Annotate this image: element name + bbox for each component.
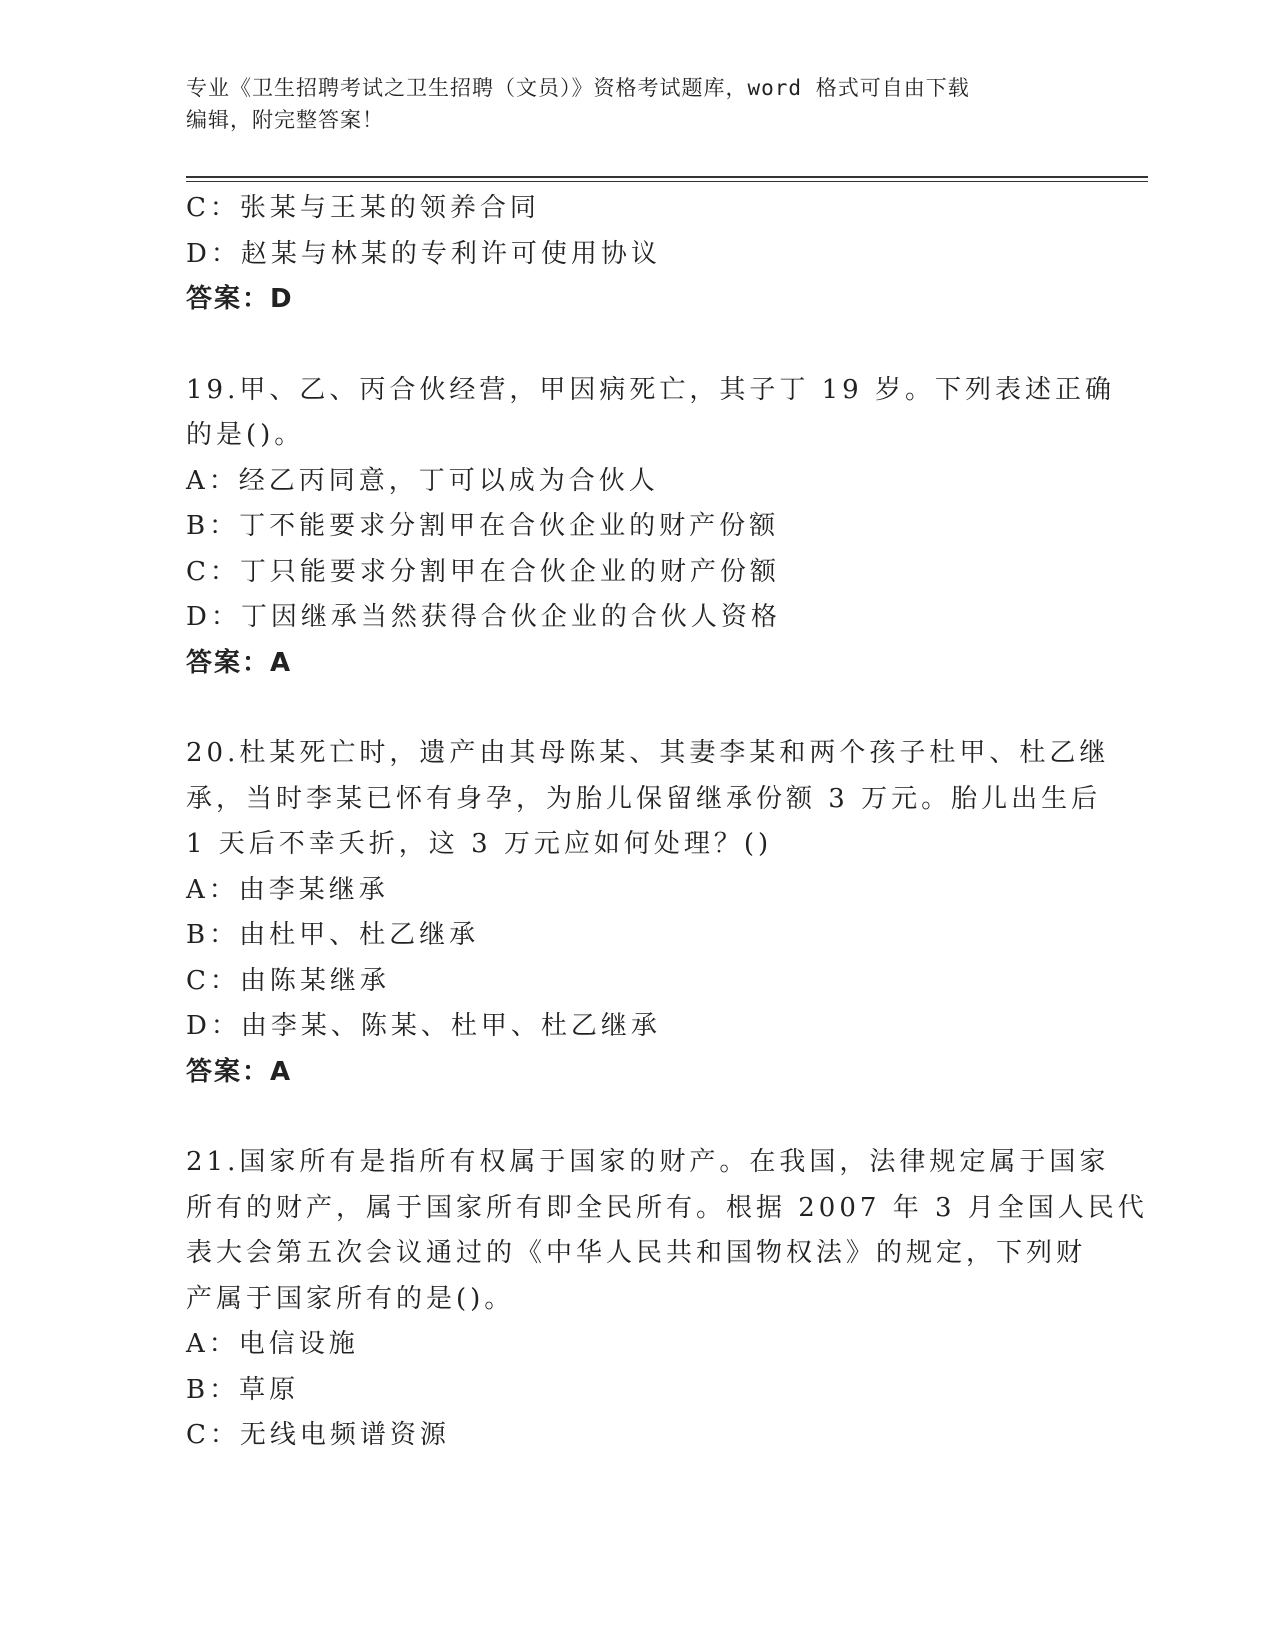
spacer [186, 686, 1066, 731]
document-header [186, 72, 1066, 136]
answer-label: 答案：D [186, 284, 294, 314]
option-c: C：无线电频谱资源 [186, 1420, 450, 1450]
question-21 [186, 1140, 1148, 1459]
option-c: C：由陈某继承 [186, 965, 390, 996]
header-line-1: 专业《卫生招聘考试之卫生招聘（文员）》资格考试题库，word 格式可自由下载 [186, 76, 970, 100]
spacer [186, 323, 1066, 368]
question-text-line: 的是()。 [186, 420, 305, 450]
option-d: D：丁因继承当然获得合伙企业的合伙人资格 [186, 602, 781, 632]
prev-question-block [186, 186, 1066, 323]
option-b: B：草原 [186, 1374, 300, 1405]
question-text-line: 承，当时李某已怀有身孕，为胎儿保留继承份额 3 万元。胎儿出生后 [186, 783, 1102, 814]
answer-label: 答案：A [186, 1056, 293, 1087]
option-d: D：由李某、陈某、杜甲、杜乙继承 [186, 1011, 661, 1041]
question-content [186, 186, 1148, 1459]
question-20 [186, 731, 1110, 1095]
question-text-line: 20.杜某死亡时，遗产由其母陈某、其妻李某和两个孩子杜甲、杜乙继 [186, 738, 1110, 768]
header-rule-thin [186, 181, 1148, 182]
question-text-line: 19.甲、乙、丙合伙经营，甲因病死亡，其子丁 19 岁。下列表述正确 [186, 374, 1115, 405]
answer-label: 答案：A [186, 647, 293, 678]
question-text-line: 表大会第五次会议通过的《中华人民共和国物权法》的规定，下列财 [186, 1238, 1087, 1268]
question-text-line: 1 天后不幸夭折，这 3 万元应如何处理？() [186, 829, 773, 859]
option-b: B：由杜甲、杜乙继承 [186, 920, 480, 950]
option-b: B：丁不能要求分割甲在合伙企业的财产份额 [186, 511, 780, 541]
option-a: A：经乙丙同意，丁可以成为合伙人 [186, 465, 659, 496]
spacer [186, 1095, 1066, 1140]
question-text-line: 产属于国家所有的是()。 [186, 1283, 515, 1314]
option-a: A：由李某继承 [186, 874, 389, 905]
option-c: C：丁只能要求分割甲在合伙企业的财产份额 [186, 556, 780, 587]
header-rule-thick [186, 176, 1148, 178]
question-text-line: 所有的财产，属于国家所有即全民所有。根据 2007 年 3 月全国人民代 [186, 1192, 1148, 1223]
option-c: C：张某与王某的领养合同 [186, 193, 540, 223]
question-19 [186, 368, 1115, 687]
option-d: D：赵某与林某的专利许可使用协议 [186, 238, 661, 269]
question-text-line: 21.国家所有是指所有权属于国家的财产。在我国，法律规定属于国家 [186, 1147, 1110, 1177]
header-line-2: 编辑，附完整答案！ [186, 108, 384, 132]
option-a: A：电信设施 [186, 1329, 359, 1359]
